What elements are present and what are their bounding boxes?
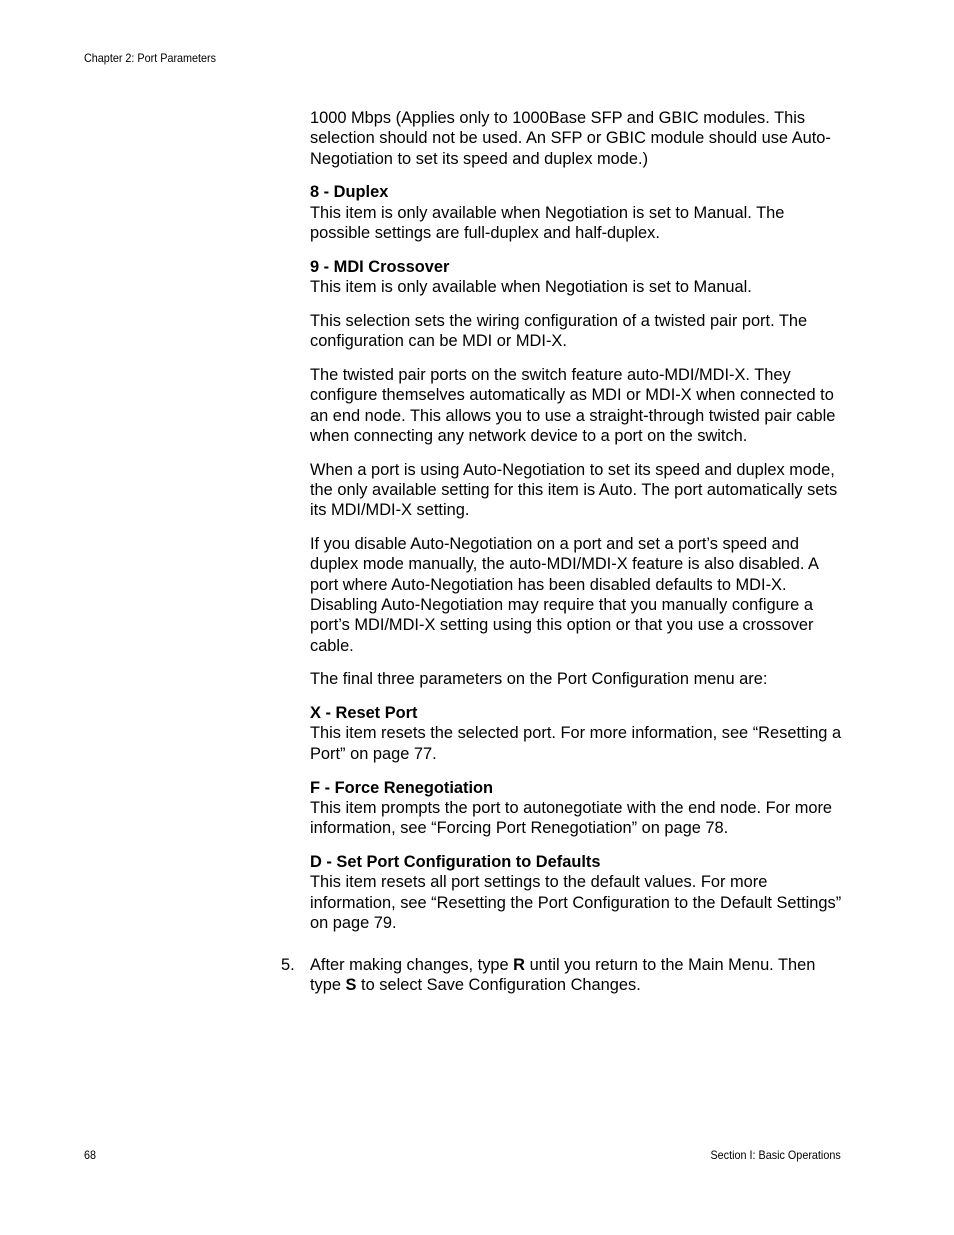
key-s: S xyxy=(345,976,357,995)
mdi-title: 9 - MDI Crossover xyxy=(310,257,450,276)
mdi-paragraph: When a port is using Auto-Negotiation to set its speed and duplex mode, the only available setting for this item is Auto. The port automatically sets its MDI/MDI-X setting. xyxy=(310,460,838,520)
duplex-text: This item is only available when Negotiation is set to Manual. The possible settings are full-duplex and half-duplex. xyxy=(310,203,785,242)
page-number: 68 xyxy=(84,1148,97,1162)
duplex-item xyxy=(310,182,842,243)
mdi-paragraph: This selection sets the wiring configuration of a twisted pair port. The configuration can be MDI or MDI-X. xyxy=(310,311,808,351)
step-number: 5. xyxy=(281,956,295,974)
mdi-paragraph: If you disable Auto-Negotiation on a port and set a port’s speed and duplex mode manually, the auto-MDI/MDI-X feature is also disabled. A port where Auto-Negotiation has been disabled defaults to MDI-X. Disabling Auto-Negotiation may require that you manually configure a port’s MDI/MDI-X setting using this option or that you use a crossover cable. xyxy=(310,535,819,655)
step-text xyxy=(310,955,842,996)
defaults-title: D - Set Port Configuration to Defaults xyxy=(310,852,601,871)
key-r: R xyxy=(513,956,526,974)
step-text-part: until you return to the Main Menu. Then type xyxy=(310,956,816,995)
intro-paragraph: 1000 Mbps (Applies only to 1000Base SFP and GBIC modules. This selection should not be used. An SFP or GBIC module should use Auto-Negotiation to set its speed and duplex mode.) xyxy=(310,109,831,168)
step-5 xyxy=(281,955,842,996)
step-text-part: After making changes, type xyxy=(310,956,514,974)
mdi-item xyxy=(310,257,842,298)
step-text-part: to select Save Configuration Changes. xyxy=(356,976,641,995)
force-renegotiation-text: This item prompts the port to autonegotiate with the end node. For more information, see “Forcing Port Renegotiation” on page 78. xyxy=(310,798,833,838)
mdi-paragraph: The twisted pair ports on the switch feature auto-MDI/MDI-X. They configure themselves automatically as MDI or MDI-X when connected to an end node. This allows you to use a straight-through twisted pair cable when connecting any network device to a port on the switch. xyxy=(310,365,836,445)
reset-port-item xyxy=(310,703,842,764)
mdi-text: This item is only available when Negotiation is set to Manual. xyxy=(310,278,752,297)
running-head: Chapter 2: Port Parameters xyxy=(84,51,217,65)
force-renegotiation-item xyxy=(310,778,842,839)
defaults-item xyxy=(310,852,842,933)
reset-port-text: This item resets the selected port. For more information, see “Resetting a Port” on page 77. xyxy=(310,724,842,763)
mdi-paragraph: The final three parameters on the Port Configuration menu are: xyxy=(310,670,768,689)
defaults-text: This item resets all port settings to the default values. For more information, see “Resetting the Port Configuration to the Default Settings” on page 79. xyxy=(310,873,842,932)
duplex-title: 8 - Duplex xyxy=(310,183,389,202)
main-content xyxy=(310,108,842,947)
force-renegotiation-title: F - Force Renegotiation xyxy=(310,778,494,797)
section-footer: Section I: Basic Operations xyxy=(710,1148,841,1162)
reset-port-title: X - Reset Port xyxy=(310,704,418,723)
